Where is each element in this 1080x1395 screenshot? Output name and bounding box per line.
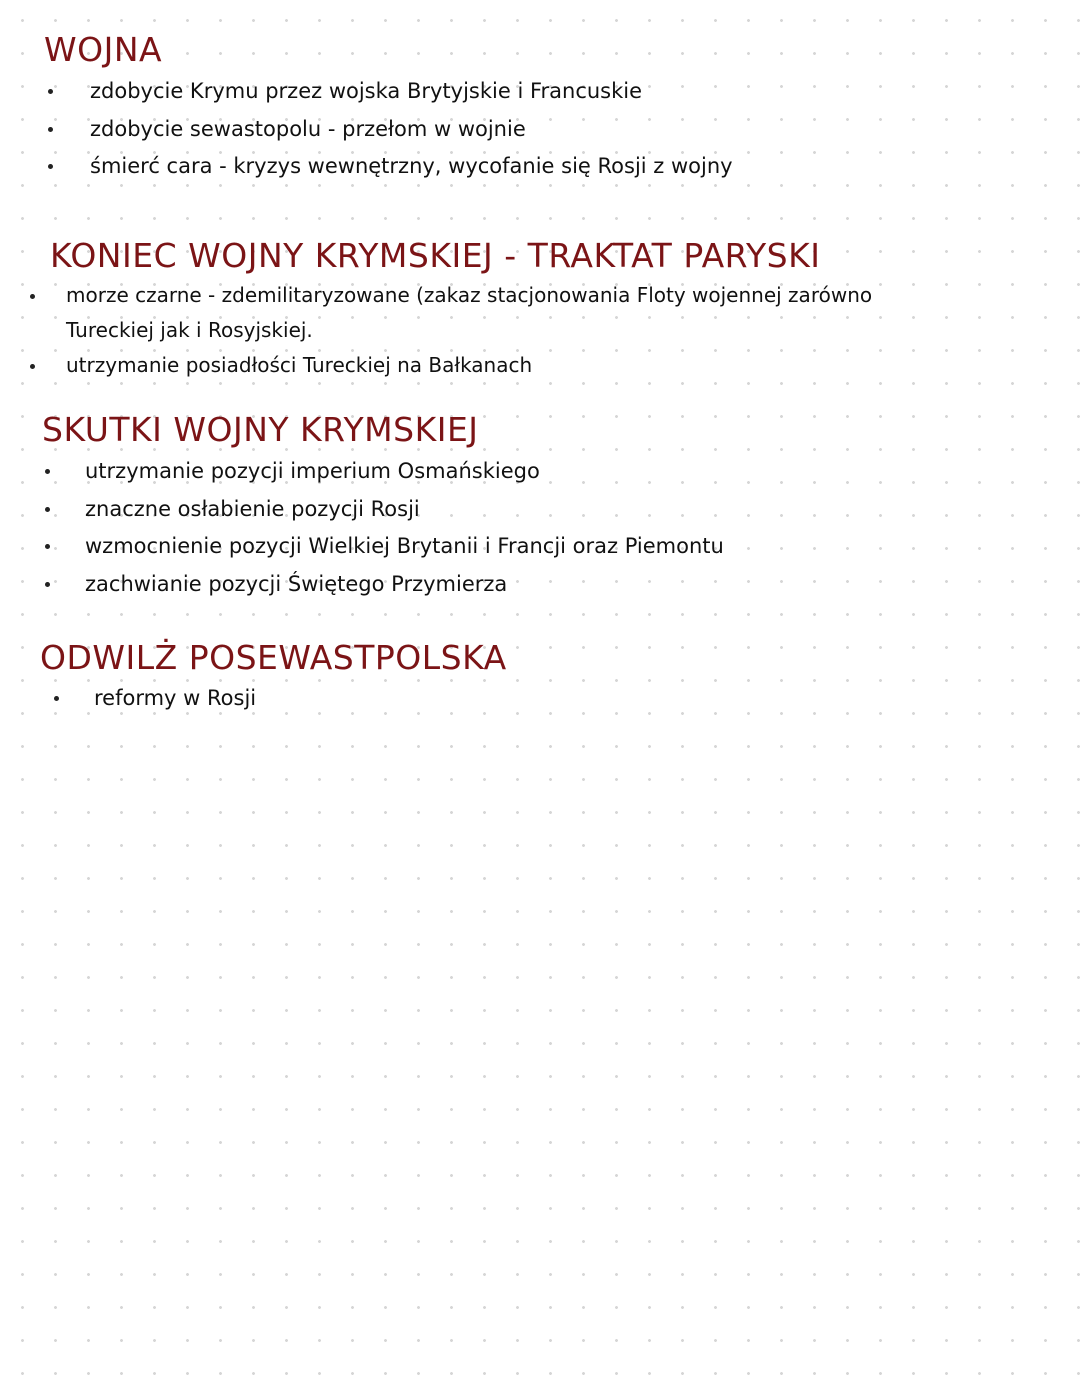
heading-koniec-wojny: KONIEC WOJNY KRYMSKIEJ - TRAKTAT PARYSKI [50, 236, 821, 275]
list-item: wzmocnienie pozycji Wielkiej Brytanii i Francji oraz Piemontu [42, 528, 724, 566]
list-wojna [44, 73, 733, 186]
section-skutki [42, 410, 724, 603]
list-item: zdobycie Krymu przez wojska Brytyjskie i Francuskie [44, 73, 733, 111]
list-koniec-wojny [26, 278, 966, 383]
section-koniec-wojny [50, 236, 966, 383]
heading-skutki: SKUTKI WOJNY KRYMSKIEJ [42, 410, 479, 449]
list-item: utrzymanie posiadłości Tureckiej na Bałkanach [26, 348, 966, 383]
list-item: znaczne osłabienie pozycji Rosji [42, 491, 724, 529]
list-item: śmierć cara - kryzys wewnętrzny, wycofanie się Rosji z wojny [44, 148, 733, 186]
list-item: utrzymanie pozycji imperium Osmańskiego [42, 453, 724, 491]
list-item: zdobycie sewastopolu - przełom w wojnie [44, 111, 733, 149]
list-odwilz [40, 680, 507, 718]
list-item: reformy w Rosji [40, 680, 507, 718]
heading-odwilz: ODWILŻ POSEWASTPOLSKA [40, 638, 507, 677]
section-wojna [44, 30, 733, 186]
section-odwilz [40, 638, 507, 718]
heading-wojna: WOJNA [44, 30, 163, 69]
list-item: zachwianie pozycji Świętego Przymierza [42, 566, 724, 604]
list-skutki [42, 453, 724, 603]
list-item: morze czarne - zdemilitaryzowane (zakaz stacjonowania Floty wojennej zarówno Tureckiej jak i Rosyjskiej. [26, 278, 966, 348]
